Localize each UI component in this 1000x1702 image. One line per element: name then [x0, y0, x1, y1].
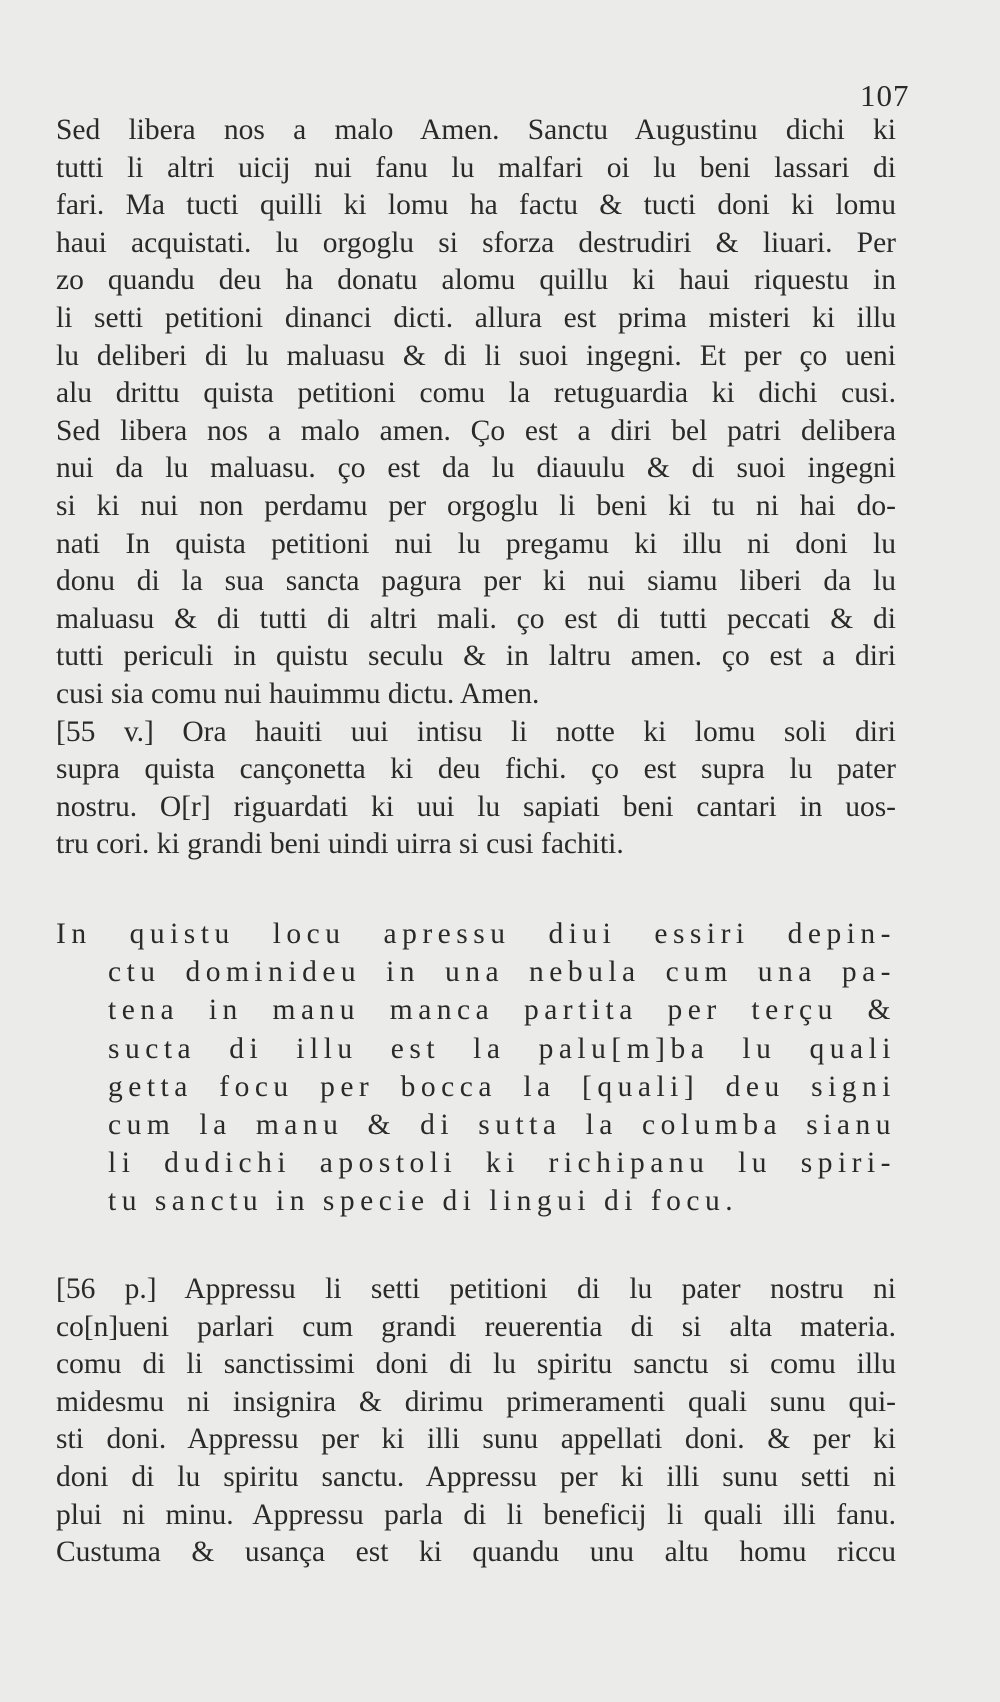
text-line: tutti periculi in quistu seculu & in laltru amen. ço est a diri [56, 640, 896, 673]
text-line: Custuma & usança est ki quandu unu altu homu riccu [56, 1536, 896, 1569]
paragraph-main [56, 112, 896, 864]
text-line: cusi sia comu nui hauimmu dictu. Amen. [56, 677, 540, 710]
rubric-line: tena in manu manca partita per terçu & [108, 994, 896, 1027]
page-number: 107 [860, 78, 910, 113]
rubric-line: ctu dominideu in una nebula cum una pa- [108, 956, 896, 989]
text-line: li setti petitioni dinanci dicti. allura est prima misteri ki illu [56, 301, 896, 334]
rubric-paragraph [56, 915, 896, 1221]
text-line: lu deliberi di lu maluasu & di li suoi ingegni. Et per ço ueni [56, 339, 896, 372]
text-line: Sed libera nos a malo amen. Ço est a diri bel patri delibera [56, 414, 896, 447]
rubric-line: getta focu per bocca la [quali] deu signi [108, 1070, 896, 1103]
text-line: nostru. O[r] riguardati ki uui lu sapiati beni cantari in uos- [56, 790, 896, 823]
paragraph-section [56, 1271, 896, 1572]
rubric-line: li dudichi apostoli ki richipanu lu spiri- [108, 1147, 896, 1180]
text-line: fari. Ma tucti quilli ki lomu ha factu & tucti doni ki lomu [56, 189, 896, 222]
text-line: [56 p.] Appressu li setti petitioni di lu pater nostru ni [56, 1273, 896, 1305]
text-line: si ki nui non perdamu per orgoglu li beni ki tu ni hai do- [56, 489, 896, 522]
text-line: alu drittu quista petitioni comu la retuguardia ki dichi cusi. [56, 377, 896, 410]
rubric-line: sucta di illu est la palu[m]ba lu quali [108, 1032, 896, 1065]
rubric-line: tu sanctu in specie di lingui di focu. [108, 1185, 739, 1218]
text-line: tutti li altri uicij nui fanu lu malfari oi lu beni lassari di [56, 151, 896, 184]
rubric-line: cum la manu & di sutta la columba sianu [108, 1109, 896, 1142]
text-line: co[n]ueni parlari cum grandi reuerentia di si alta materia. [56, 1310, 896, 1343]
text-line: nati In quista petitioni nui lu pregamu ki illu ni doni lu [56, 527, 896, 560]
rubric-line: In quistu locu apressu diui essiri depin- [56, 918, 896, 950]
text-line: supra quista cançonetta ki deu fichi. ço est supra lu pater [56, 753, 896, 786]
text-line: plui ni minu. Appressu parla di li beneficij li quali illi fanu. [56, 1498, 896, 1531]
text-line: maluasu & di tutti di altri mali. ço est di tutti peccati & di [56, 602, 896, 635]
text-line: donu di la sua sancta pagura per ki nui siamu liberi da lu [56, 565, 896, 598]
text-line: sti doni. Appressu per ki illi sunu appellati doni. & per ki [56, 1423, 896, 1456]
text-line: tru cori. ki grandi beni uindi uirra si cusi fachiti. [56, 828, 624, 861]
text-line: zo quandu deu ha donatu alomu quillu ki haui riquestu in [56, 264, 896, 297]
text-line: midesmu ni insignira & dirimu primeramenti quali sunu qui- [56, 1385, 896, 1418]
text-line: nui da lu maluasu. ço est da lu diauulu & di suoi ingegni [56, 452, 896, 485]
text-line: haui acquistati. lu orgoglu si sforza destrudiri & liuari. Per [56, 226, 896, 259]
text-line: doni di lu spiritu sanctu. Appressu per ki illi sunu setti ni [56, 1460, 896, 1493]
text-line: comu di li sanctissimi doni di lu spiritu sanctu si comu illu [56, 1348, 896, 1381]
text-line: Sed libera nos a malo Amen. Sanctu Augustinu dichi ki [56, 114, 896, 146]
text-line: [55 v.] Ora hauiti uui intisu li notte ki lomu soli diri [56, 715, 896, 748]
